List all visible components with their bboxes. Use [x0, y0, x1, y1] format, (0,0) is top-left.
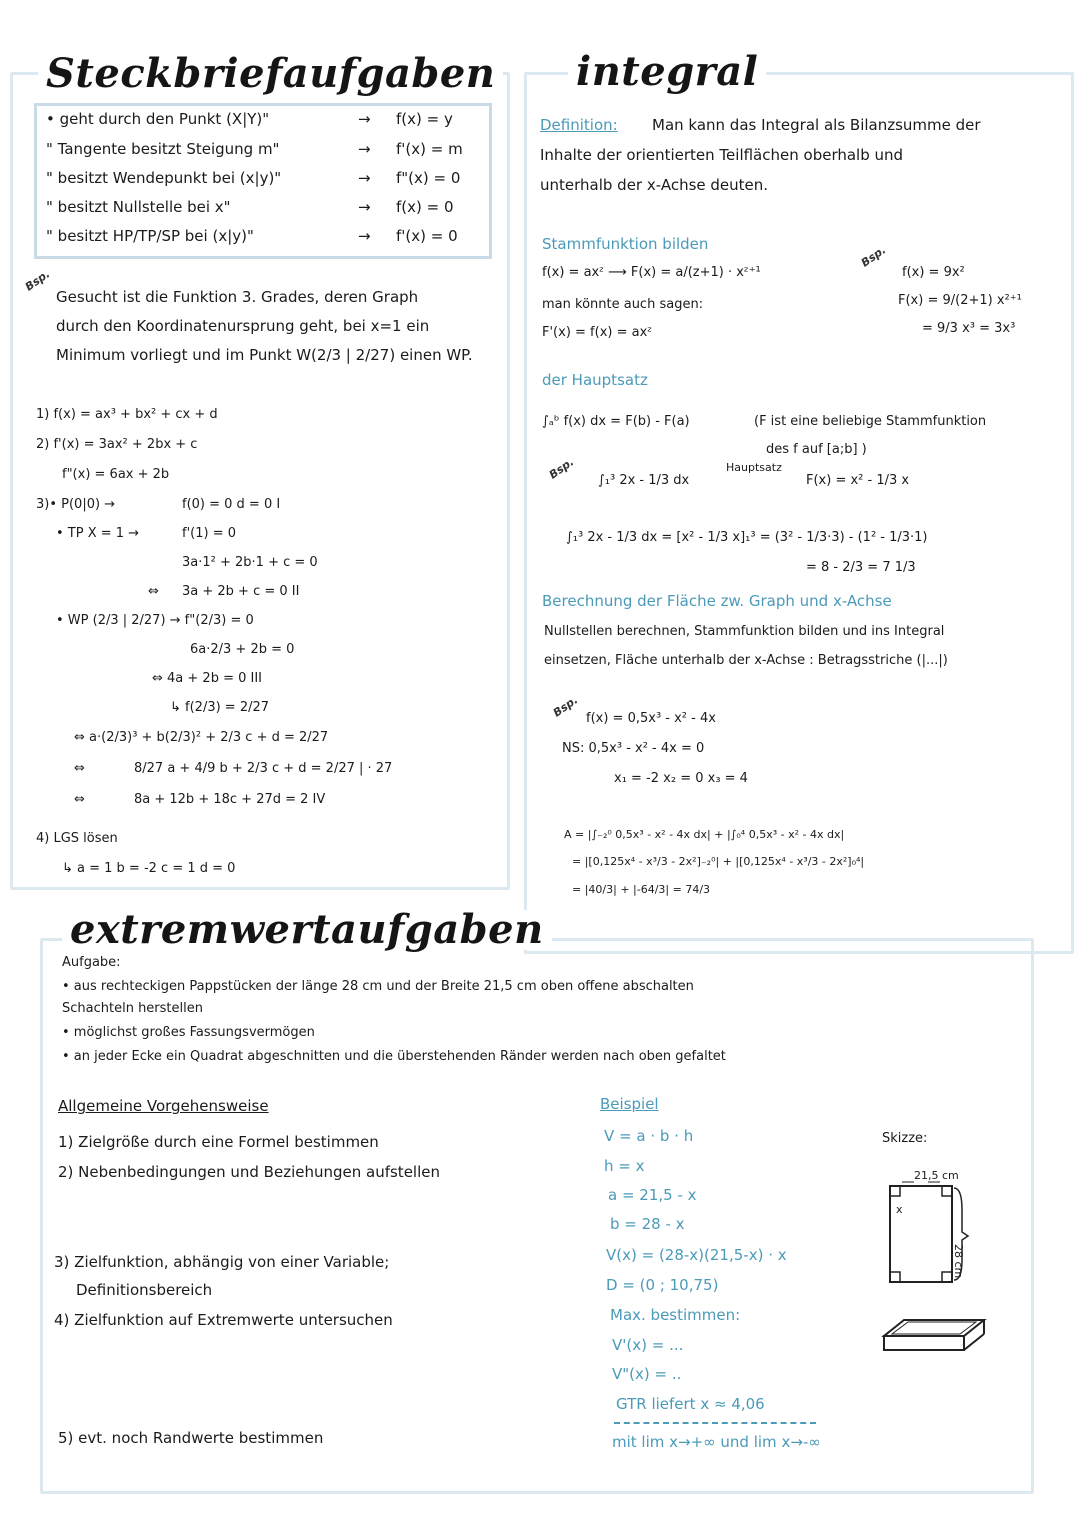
hauptsatz-note: (F ist eine beliebige Stammfunktion: [754, 414, 987, 429]
condition-result: f"(x) = 0: [396, 169, 461, 187]
condition-result: f(x) = y: [396, 110, 453, 128]
steckbrief-title: Steckbriefaufgaben: [38, 54, 503, 94]
condition-text: " Tangente besitzt Steigung m": [46, 140, 280, 158]
condition-result: f'(x) = 0: [396, 227, 458, 245]
bsp-example-line: f(x) = 9x²: [902, 265, 965, 280]
extrem-title: extremwertaufgaben: [62, 910, 552, 950]
beispiel-line: mit lim x→+∞ und lim x→-∞: [612, 1433, 821, 1451]
skizze-label: Skizze:: [882, 1131, 928, 1146]
hauptsatz-example-line: F(x) = x² - 1/3 x: [806, 473, 910, 488]
condition-arrow: →: [358, 198, 371, 216]
aufgabe-line: • aus rechteckigen Pappstücken der länge 28 cm und der Breite 21,5 cm oben offene abschalten: [62, 979, 694, 994]
hauptsatz-formula: ∫ₐᵇ f(x) dx = F(b) - F(a): [542, 414, 690, 429]
aufgabe-line: • möglichst großes Fassungsvermögen: [62, 1025, 315, 1040]
task-line: Gesucht ist die Funktion 3. Grades, deren Graph: [56, 288, 419, 306]
skizze-x: x: [896, 1203, 903, 1216]
bsp-badge: Bsp.: [550, 693, 581, 720]
beispiel-heading: Beispiel: [600, 1095, 659, 1113]
dashed-divider: [614, 1422, 816, 1424]
flaeche-heading: Berechnung der Fläche zw. Graph und x-Achse: [542, 592, 892, 610]
flaeche-example-line: = |[0,125x⁴ - x³/3 - 2x²]₋₂⁰| + |[0,125x⁴ - x³/3 - 2x²]₀⁴|: [572, 855, 865, 868]
hauptsatz-example-line: = 8 - 2/3 = 7 1/3: [806, 560, 916, 575]
hauptsatz-label: Hauptsatz: [726, 461, 782, 474]
stamm-line: f(x) = axᶻ ⟶ F(x) = a/(z+1) · xᶻ⁺¹: [542, 265, 761, 280]
flaeche-text: Nullstellen berechnen, Stammfunktion bilden und ins Integral: [544, 624, 945, 639]
definition-line: Inhalte der orientierten Teilflächen oberhalb und: [540, 146, 904, 164]
step-line: f"(x) = 6ax + 2b: [62, 467, 170, 482]
task-line: durch den Koordinatenursprung geht, bei x=1 ein: [56, 317, 430, 335]
task-line: Minimum vorliegt und im Punkt W(2/3 | 2/27) einen WP.: [56, 346, 473, 364]
condition-arrow: →: [358, 110, 371, 128]
beispiel-line: V'(x) = ...: [612, 1336, 684, 1354]
step-line: 4) LGS lösen: [36, 831, 118, 846]
condition-text: " besitzt Wendepunkt bei (x|y)": [46, 169, 282, 187]
flaeche-example-line: NS: 0,5x³ - x² - 4x = 0: [562, 741, 705, 756]
flaeche-example-line: x₁ = -2 x₂ = 0 x₃ = 4: [614, 771, 748, 786]
condition-result: f'(x) = m: [396, 140, 463, 158]
bsp-example-line: F(x) = 9/(2+1) x²⁺¹: [898, 293, 1022, 308]
vorgehen-step: 2) Nebenbedingungen und Beziehungen aufstellen: [58, 1163, 440, 1181]
step-line: ⇔: [148, 584, 159, 599]
bsp-example-line: = 9/3 x³ = 3x³: [922, 321, 1016, 336]
beispiel-line: a = 21,5 - x: [608, 1186, 697, 1204]
step-line: ⇔: [74, 792, 85, 807]
stamm-line: F'(x) = f(x) = axᶻ: [542, 325, 653, 340]
aufgabe-label: Aufgabe:: [62, 955, 121, 970]
aufgabe-line: Schachteln herstellen: [62, 1001, 203, 1016]
hauptsatz-example-line: ∫₁³ 2x - 1/3 dx = [x² - 1/3 x]₁³ = (3² - 1/3·3) - (1² - 1/3·1): [566, 530, 928, 545]
step-line: 8a + 12b + 18c + 27d = 2 IV: [134, 792, 326, 807]
step-line: 6a·2/3 + 2b = 0: [190, 642, 295, 657]
condition-text: " besitzt Nullstelle bei x": [46, 198, 231, 216]
vorgehen-step: Definitionsbereich: [76, 1281, 213, 1299]
step-line: ⇔ a·(2/3)³ + b(2/3)² + 2/3 c + d = 2/27: [74, 730, 329, 745]
hauptsatz-note: des f auf [a;b] ): [766, 442, 867, 457]
beispiel-line: V(x) = (28-x)(21,5-x) · x: [606, 1246, 787, 1264]
vorgehen-step: 1) Zielgröße durch eine Formel bestimmen: [58, 1133, 379, 1151]
beispiel-line: b = 28 - x: [610, 1215, 685, 1233]
skizze-width: 21,5 cm: [914, 1169, 959, 1182]
box-sketch: [880, 1180, 990, 1360]
vorgehen-step: 3) Zielfunktion, abhängig von einer Variable;: [54, 1253, 390, 1271]
beispiel-line: Max. bestimmen:: [610, 1306, 741, 1324]
beispiel-line: V"(x) = ..: [612, 1365, 682, 1383]
bsp-badge: Bsp.: [546, 455, 577, 482]
stamm-heading: Stammfunktion bilden: [542, 235, 709, 253]
stamm-line: man könnte auch sagen:: [542, 297, 704, 312]
step-line: ↳ f(2/3) = 2/27: [170, 700, 270, 715]
flaeche-example-line: = |40/3| + |-64/3| = 74/3: [572, 883, 711, 896]
beispiel-line: V = a · b · h: [604, 1127, 694, 1145]
flaeche-example-line: f(x) = 0,5x³ - x² - 4x: [586, 711, 716, 726]
bsp-badge: Bsp.: [858, 243, 889, 270]
flaeche-text: einsetzen, Fläche unterhalb der x-Achse : Betragsstriche (|...|): [544, 653, 948, 668]
step-line: 2) f'(x) = 3ax² + 2bx + c: [36, 437, 198, 452]
vorgehen-heading: Allgemeine Vorgehensweise: [58, 1097, 269, 1115]
flaeche-example-line: A = |∫₋₂⁰ 0,5x³ - x² - 4x dx| + |∫₀⁴ 0,5x³ - x² - 4x dx|: [564, 828, 845, 841]
beispiel-line: h = x: [604, 1157, 645, 1175]
integral-panel: [524, 72, 1074, 954]
step-line: 8/27 a + 4/9 b + 2/3 c + d = 2/27 | · 27: [134, 761, 393, 776]
hauptsatz-heading: der Hauptsatz: [542, 371, 648, 389]
step-line: ⇔ 4a + 2b = 0 III: [152, 671, 263, 686]
vorgehen-step: 4) Zielfunktion auf Extremwerte untersuchen: [54, 1311, 393, 1329]
vorgehen-step: 5) evt. noch Randwerte bestimmen: [58, 1429, 324, 1447]
beispiel-line: GTR liefert x ≈ 4,06: [616, 1395, 765, 1413]
step-line: 3a + 2b + c = 0 II: [182, 584, 300, 599]
condition-arrow: →: [358, 140, 371, 158]
condition-text: • geht durch den Punkt (X|Y)": [46, 110, 270, 128]
step-line: 3a·1² + 2b·1 + c = 0: [182, 555, 318, 570]
condition-result: f(x) = 0: [396, 198, 454, 216]
step-line: ⇔: [74, 761, 85, 776]
step-line: f(0) = 0 d = 0 I: [182, 497, 281, 512]
condition-arrow: →: [358, 227, 371, 245]
skizze-height: 28 cm: [952, 1244, 965, 1279]
bsp-badge: Bsp.: [22, 267, 53, 294]
step-line: • TP X = 1 →: [56, 526, 140, 541]
aufgabe-line: • an jeder Ecke ein Quadrat abgeschnitten und die überstehenden Ränder werden nach oben gefaltet: [62, 1049, 726, 1064]
definition-line: unterhalb der x-Achse deuten.: [540, 176, 769, 194]
beispiel-line: D = (0 ; 10,75): [606, 1276, 719, 1294]
hauptsatz-example-line: ∫₁³ 2x - 1/3 dx: [598, 473, 690, 488]
condition-text: " besitzt HP/TP/SP bei (x|y)": [46, 227, 254, 245]
step-line: 1) f(x) = ax³ + bx² + cx + d: [36, 407, 218, 422]
definition-line: Man kann das Integral als Bilanzsumme der: [652, 116, 981, 134]
step-line: • WP (2/3 | 2/27) → f"(2/3) = 0: [56, 613, 254, 628]
step-line: ↳ a = 1 b = -2 c = 1 d = 0: [62, 861, 236, 876]
step-line: f'(1) = 0: [182, 526, 236, 541]
definition-label: Definition:: [540, 116, 618, 134]
integral-title: integral: [568, 52, 766, 92]
step-line: 3)• P(0|0) →: [36, 497, 116, 512]
condition-arrow: →: [358, 169, 371, 187]
